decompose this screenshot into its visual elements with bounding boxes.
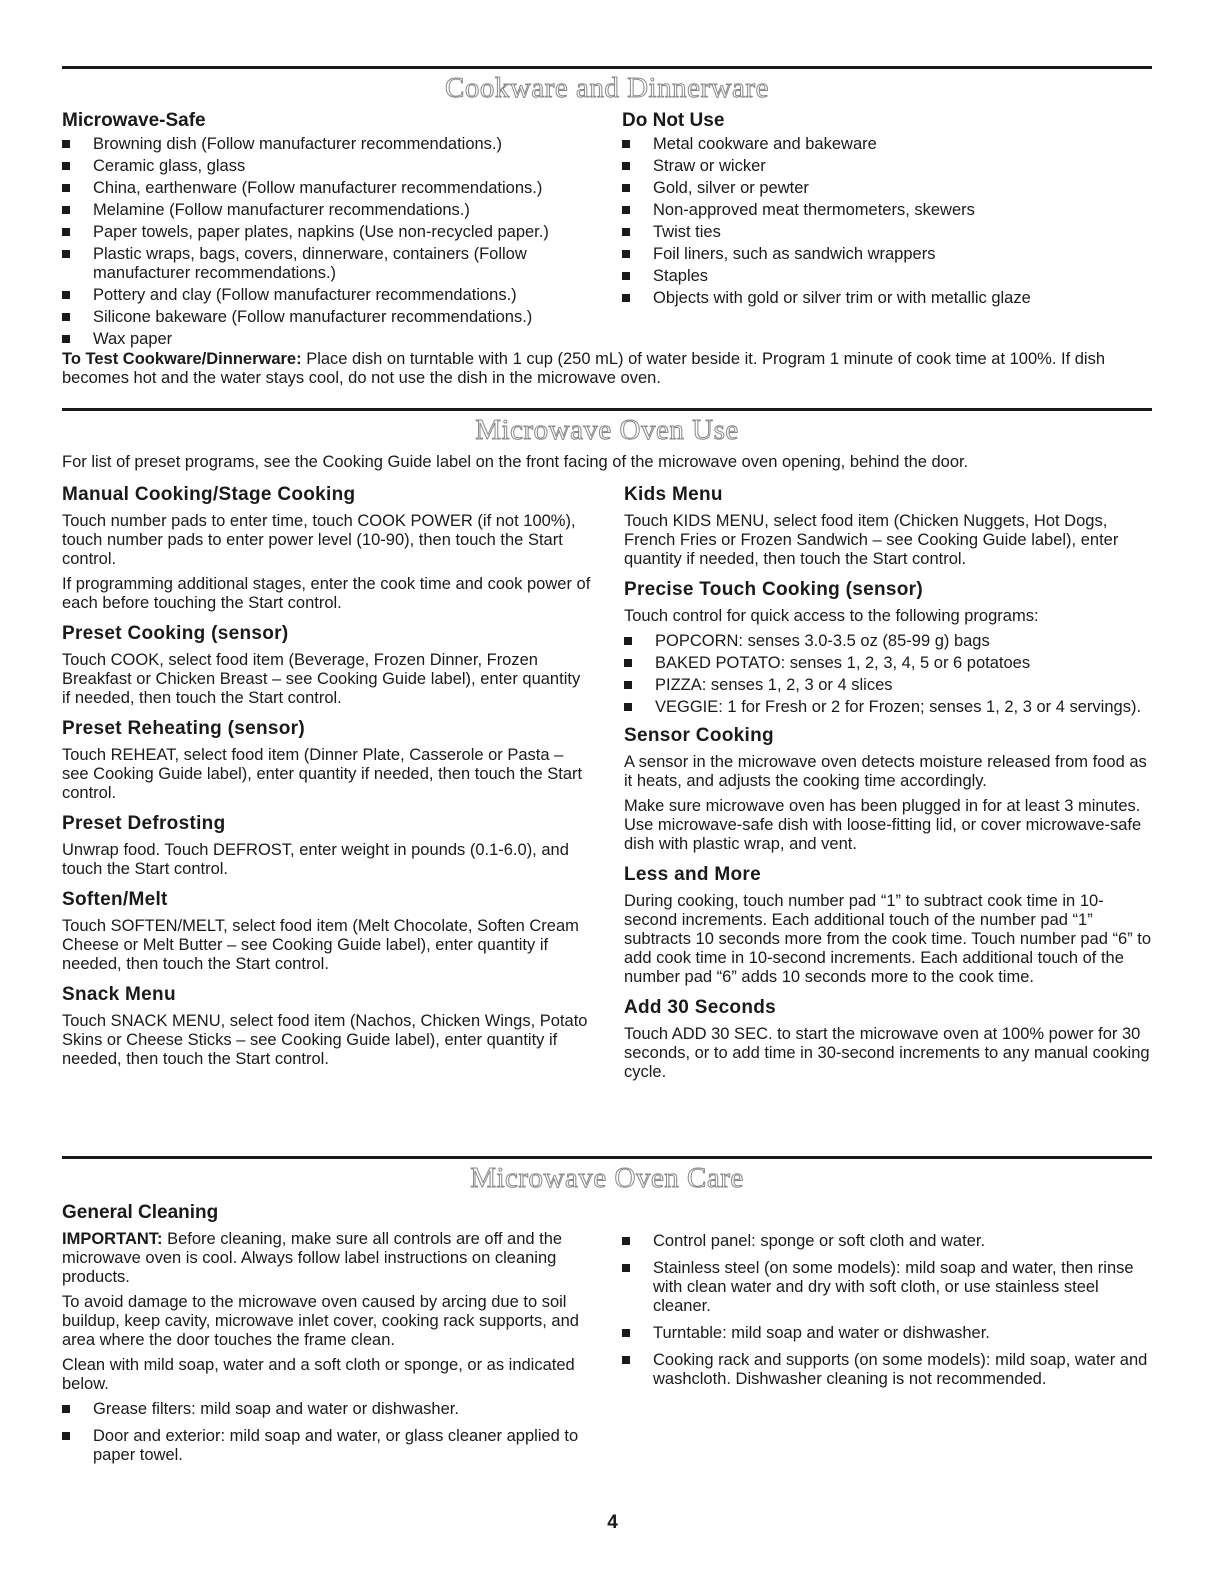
snack-menu-text: Touch SNACK MENU, select food item (Nachos, Chicken Wings, Potato Skins or Cheese Sticks – see Cooking Guide label), enter quantity if needed, then touch the Start control. — [62, 1012, 588, 1068]
bullet-icon — [62, 335, 70, 343]
bullet-icon — [622, 184, 630, 192]
test-cookware-text: Place dish on turntable with 1 cup (250 mL) of water beside it. Program 1 minute of cook time at 100%. If dish becomes hot and the water stays cool, do not use the dish in the microwave oven. — [62, 350, 1106, 387]
general-cleaning-heading: General Cleaning — [62, 1202, 219, 1223]
bullet-icon — [622, 294, 630, 302]
list-item: PIZZA: senses 1, 2, 3 or 4 slices — [624, 676, 1152, 695]
bullet-icon — [62, 313, 70, 321]
page-number: 4 — [607, 1512, 618, 1533]
list-item: Melamine (Follow manufacturer recommendations.) — [62, 201, 602, 220]
list-item: Twist ties — [622, 223, 1152, 242]
list-item: Door and exterior: mild soap and water, or glass cleaner applied to paper towel. — [62, 1427, 592, 1465]
soften-melt-text: Touch SOFTEN/MELT, select food item (Melt Chocolate, Soften Cream Cheese or Melt Butter – see Cooking Guide label), enter quantity if needed, then touch the Start control. — [62, 917, 579, 973]
do-not-use-heading: Do Not Use — [622, 110, 725, 131]
precise-touch-list — [624, 632, 1152, 717]
important-label: IMPORTANT: — [62, 1230, 163, 1248]
bullet-icon — [624, 681, 632, 689]
bullet-icon — [622, 162, 630, 170]
soften-melt-heading: Soften/Melt — [62, 889, 168, 910]
list-item: Objects with gold or silver trim or with metallic glaze — [622, 289, 1152, 308]
manual-cooking-text: Touch number pads to enter time, touch COOK POWER (if not 100%), touch number pads to enter power level (10-90), then touch the Start control. — [62, 512, 576, 568]
manual-cooking-heading: Manual Cooking/Stage Cooking — [62, 484, 356, 505]
bullet-icon — [622, 140, 630, 148]
use-right-column — [624, 484, 1152, 1088]
care-left-list — [62, 1400, 592, 1465]
care-section — [62, 1156, 1152, 1476]
bullet-icon — [622, 272, 630, 280]
section-title: Microwave Oven Care — [470, 1162, 744, 1194]
preset-cooking-heading: Preset Cooking (sensor) — [62, 623, 289, 644]
bullet-icon — [62, 206, 70, 214]
care-right-list — [622, 1232, 1152, 1389]
bullet-icon — [624, 659, 632, 667]
microwave-safe-list — [62, 135, 602, 349]
section-title: Microwave Oven Use — [475, 414, 739, 446]
list-item: Plastic wraps, bags, covers, dinnerware, containers (Follow manufacturer recommendations.) — [62, 245, 602, 283]
precise-touch-heading: Precise Touch Cooking (sensor) — [624, 579, 923, 600]
bullet-icon — [62, 162, 70, 170]
list-item: Staples — [622, 267, 1152, 286]
preset-cooking-text: Touch COOK, select food item (Beverage, Frozen Dinner, Frozen Breakfast or Chicken Breast – see Cooking Guide label), enter quantity if needed, then touch the Start control. — [62, 651, 581, 707]
test-cookware-paragraph — [62, 350, 1152, 388]
important-text: Before cleaning, make sure all controls are off and the microwave oven is cool. Always follow label instructions on cleaning products. — [62, 1230, 563, 1286]
bullet-icon — [62, 184, 70, 192]
bullet-icon — [622, 1356, 630, 1364]
bullet-icon — [622, 1264, 630, 1272]
list-item: Paper towels, paper plates, napkins (Use non-recycled paper.) — [62, 223, 602, 242]
sensor-cooking-plugged-text: Make sure microwave oven has been plugged in for at least 3 minutes. Use microwave-safe dish with loose-fitting lid, or cover microwave-safe dish with plastic wrap, and vent. — [624, 797, 1142, 853]
add-30-seconds-text: Touch ADD 30 SEC. to start the microwave oven at 100% power for 30 seconds, or to add time in 30-second increments to any manual cooking cycle. — [624, 1025, 1150, 1081]
list-item: VEGGIE: 1 for Fresh or 2 for Frozen; senses 1, 2, 3 or 4 servings). — [624, 698, 1152, 717]
bullet-icon — [62, 291, 70, 299]
list-item: Wax paper — [62, 330, 602, 349]
microwave-safe-heading: Microwave-Safe — [62, 110, 206, 131]
list-item: Silicone bakeware (Follow manufacturer recommendations.) — [62, 308, 602, 327]
section-rule — [62, 66, 1152, 69]
list-item: Metal cookware and bakeware — [622, 135, 1152, 154]
list-item: Gold, silver or pewter — [622, 179, 1152, 198]
mild-soap-paragraph: Clean with mild soap, water and a soft cloth or sponge, or as indicated below. — [62, 1356, 575, 1393]
bullet-icon — [624, 703, 632, 711]
cookware-section — [62, 66, 1152, 396]
section-title: Cookware and Dinnerware — [445, 72, 769, 104]
add-30-seconds-heading: Add 30 Seconds — [624, 997, 777, 1018]
list-item: Turntable: mild soap and water or dishwasher. — [622, 1324, 1152, 1343]
list-item: Straw or wicker — [622, 157, 1152, 176]
test-cookware-label: To Test Cookware/Dinnerware: — [62, 350, 302, 368]
list-item: Stainless steel (on some models): mild soap and water, then rinse with clean water and dry with soft cloth, or use stainless steel cleaner. — [622, 1259, 1152, 1316]
preset-defrosting-text: Unwrap food. Touch DEFROST, enter weight in pounds (0.1-6.0), and touch the Start control. — [62, 841, 569, 878]
kids-menu-heading: Kids Menu — [624, 484, 723, 505]
snack-menu-heading: Snack Menu — [62, 984, 176, 1005]
do-not-use-column — [622, 110, 1152, 311]
kids-menu-text: Touch KIDS MENU, select food item (Chicken Nuggets, Hot Dogs, French Fries or Frozen Sandwich – see Cooking Guide label), enter quantity if needed, then touch the Start control. — [624, 512, 1119, 568]
use-intro: For list of preset programs, see the Cooking Guide label on the front facing of the microwave oven opening, behind the door. — [62, 453, 969, 471]
important-paragraph — [62, 1230, 592, 1287]
care-left-column — [62, 1202, 592, 1473]
bullet-icon — [622, 228, 630, 236]
bullet-icon — [62, 140, 70, 148]
care-right-column — [622, 1232, 1152, 1397]
less-and-more-text: During cooking, touch number pad “1” to subtract cook time in 10-second increments. Each additional touch of the number pad “1” subtracts 10 seconds more from the cook time. Touch number pad “6” to add cook time in 10-second increments. Each additional touch of the number pad “6” adds 10 seconds more to the cook time. — [624, 892, 1152, 986]
bullet-icon — [622, 1237, 630, 1245]
less-and-more-heading: Less and More — [624, 864, 761, 885]
bullet-icon — [622, 250, 630, 258]
precise-touch-text: Touch control for quick access to the following programs: — [624, 607, 1039, 625]
sensor-cooking-text: A sensor in the microwave oven detects moisture released from food as it heats, and adjusts the cooking time accordingly. — [624, 753, 1147, 790]
list-item: Pottery and clay (Follow manufacturer recommendations.) — [62, 286, 602, 305]
preset-reheating-heading: Preset Reheating (sensor) — [62, 718, 305, 739]
section-rule — [62, 408, 1152, 411]
bullet-icon — [62, 1432, 70, 1440]
arcing-paragraph: To avoid damage to the microwave oven caused by arcing due to soil buildup, keep cavity, microwave inlet cover, cooking rack supports, and area where the door touches the frame clean. — [62, 1293, 579, 1349]
list-item: BAKED POTATO: senses 1, 2, 3, 4, 5 or 6 potatoes — [624, 654, 1152, 673]
list-item: Control panel: sponge or soft cloth and water. — [622, 1232, 1152, 1251]
preset-reheating-text: Touch REHEAT, select food item (Dinner Plate, Casserole or Pasta – see Cooking Guide label), enter quantity if needed, then touch the Start control. — [62, 746, 583, 802]
sensor-cooking-heading: Sensor Cooking — [624, 725, 774, 746]
preset-defrosting-heading: Preset Defrosting — [62, 813, 226, 834]
bullet-icon — [624, 637, 632, 645]
list-item: Browning dish (Follow manufacturer recommendations.) — [62, 135, 602, 154]
microwave-safe-column — [62, 110, 602, 352]
section-rule — [62, 1156, 1152, 1159]
bullet-icon — [62, 250, 70, 258]
bullet-icon — [622, 1329, 630, 1337]
list-item: Ceramic glass, glass — [62, 157, 602, 176]
list-item: Grease filters: mild soap and water or dishwasher. — [62, 1400, 592, 1419]
bullet-icon — [62, 1405, 70, 1413]
bullet-icon — [622, 206, 630, 214]
list-item: Non-approved meat thermometers, skewers — [622, 201, 1152, 220]
bullet-icon — [62, 228, 70, 236]
list-item: POPCORN: senses 3.0-3.5 oz (85-99 g) bags — [624, 632, 1152, 651]
do-not-use-list — [622, 135, 1152, 308]
list-item: China, earthenware (Follow manufacturer recommendations.) — [62, 179, 602, 198]
manual-cooking-stages-text: If programming additional stages, enter the cook time and cook power of each before touching the Start control. — [62, 575, 591, 612]
list-item: Cooking rack and supports (on some models): mild soap, water and washcloth. Dishwasher cleaning is not recommended. — [622, 1351, 1152, 1389]
use-left-column — [62, 484, 592, 1075]
use-section — [62, 408, 1152, 1148]
list-item: Foil liners, such as sandwich wrappers — [622, 245, 1152, 264]
